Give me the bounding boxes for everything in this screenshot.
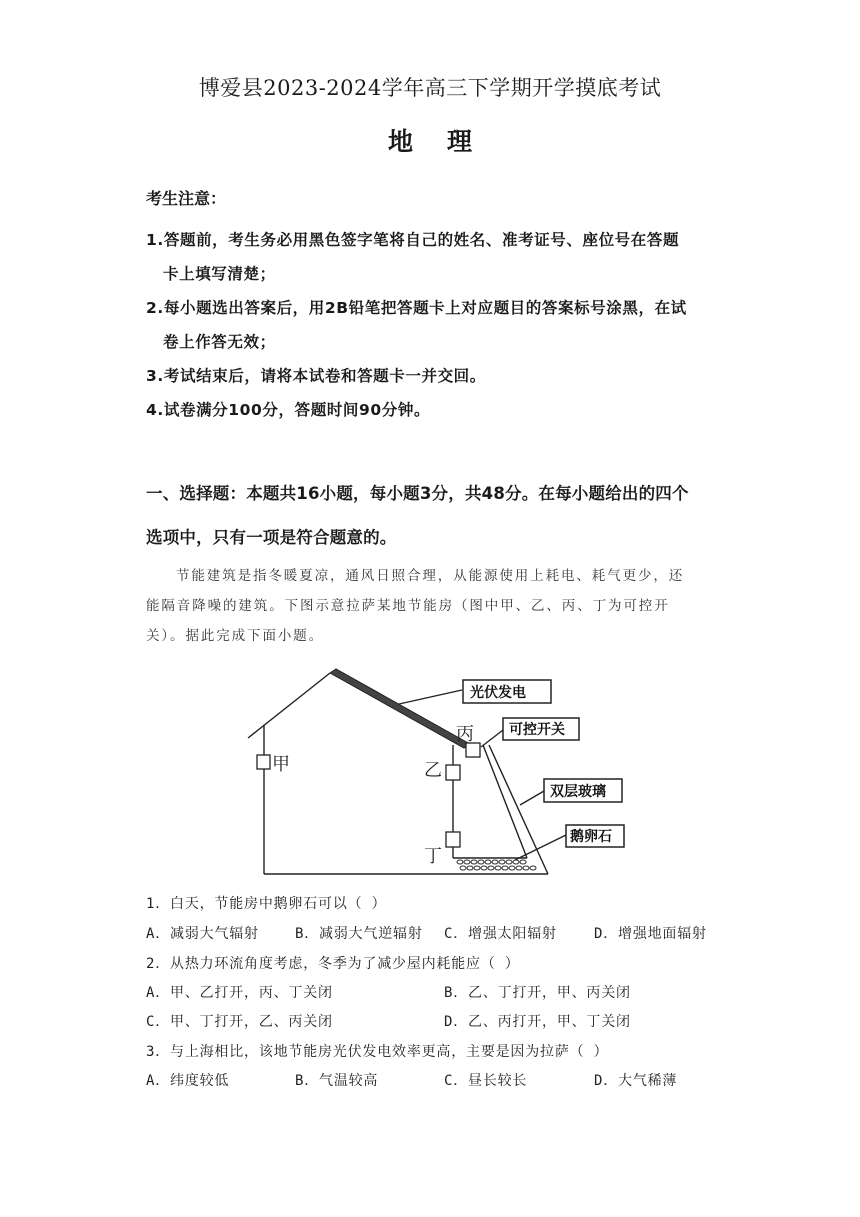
glass-label: 双层玻璃 <box>550 784 606 800</box>
switch-jia-box <box>257 755 270 769</box>
passage-line-3: 关）。据此完成下面小题。 <box>146 628 325 644</box>
pebble-bed <box>457 860 536 870</box>
question-3-option-b: B．气温较高 <box>295 1073 379 1089</box>
glass-outer <box>489 745 548 874</box>
notice-heading: 考生注意： <box>146 189 227 208</box>
exam-title: 博爱县2023-2024学年高三下学期开学摸底考试 <box>198 76 662 100</box>
question-1-stem: 1．白天，节能房中鹅卵石可以（ ） <box>146 896 387 912</box>
subject-title: 地理 <box>387 127 506 156</box>
question-3-option-a: A．纬度较低 <box>146 1073 230 1089</box>
question-2-option-b: B．乙、丁打开，甲、丙关闭 <box>444 985 631 1001</box>
pv-label: 光伏发电 <box>470 685 526 701</box>
notice-line-1-cont: 卡上填写清楚； <box>163 265 276 283</box>
notice-line-2-cont: 卷上作答无效； <box>163 333 276 351</box>
question-1-option-c: C．增强太阳辐射 <box>444 926 557 942</box>
pv-pointer <box>390 690 462 706</box>
switch-yi-box <box>446 765 460 780</box>
notice-line-4: 4.试卷满分100分，答题时间90分钟。 <box>146 401 431 419</box>
switch-pointer <box>481 730 503 747</box>
question-2-option-c: C．甲、丁打开，乙、丙关闭 <box>146 1014 333 1030</box>
glass-inner <box>483 745 527 858</box>
pebble-label: 鹅卵石 <box>570 829 612 845</box>
question-1-option-d: D．增强地面辐射 <box>594 926 707 942</box>
switch-ding-box <box>446 832 460 847</box>
question-1-option-b: B．减弱大气逆辐射 <box>295 926 423 942</box>
switch-ding-label: 丁 <box>424 846 442 867</box>
question-1-option-a: A．减弱大气辐射 <box>146 926 259 942</box>
section-heading-line-2: 选项中，只有一项是符合题意的。 <box>146 528 397 547</box>
notice-line-3: 3.考试结束后，请将本试卷和答题卡一并交回。 <box>146 367 486 385</box>
switch-label: 可控开关 <box>509 722 565 738</box>
passage-line-1: 节能建筑是指冬暖夏凉，通风日照合理，从能源使用上耗电、耗气更少，还 <box>176 568 685 584</box>
question-3-stem: 3．与上海相比，该地节能房光伏发电效率更高，主要是因为拉萨（ ） <box>146 1044 609 1060</box>
question-2-option-d: D．乙、丙打开，甲、丁关闭 <box>444 1014 631 1030</box>
question-2-stem: 2．从热力环流角度考虑，冬季为了减少屋内耗能应（ ） <box>146 956 520 972</box>
photovoltaic-panel <box>330 669 470 748</box>
switch-bing-label: 丙 <box>456 724 474 745</box>
switch-jia-label: 甲 <box>272 754 290 775</box>
passage-line-2: 能隔音降噪的建筑。下图示意拉萨某地节能房（图中甲、乙、丙、丁为可控开 <box>146 598 670 614</box>
question-2-option-a: A．甲、乙打开，丙、丁关闭 <box>146 985 333 1001</box>
glass-pointer <box>520 791 544 805</box>
switch-bing-box <box>466 743 480 757</box>
switch-yi-label: 乙 <box>424 760 442 781</box>
roof-left-slope <box>248 673 330 738</box>
notice-line-1: 1.答题前，考生务必用黑色签字笔将自己的姓名、准考证号、座位号在答题 <box>146 231 680 249</box>
section-heading-line-1: 一、选择题：本题共16小题，每小题3分，共48分。在每小题给出的四个 <box>146 484 689 503</box>
notice-line-2: 2.每小题选出答案后，用2B铅笔把答题卡上对应题目的答案标号涂黑，在试 <box>146 299 687 317</box>
question-3-option-c: C．昼长较长 <box>444 1073 528 1089</box>
question-3-option-d: D．大气稀薄 <box>594 1073 678 1089</box>
